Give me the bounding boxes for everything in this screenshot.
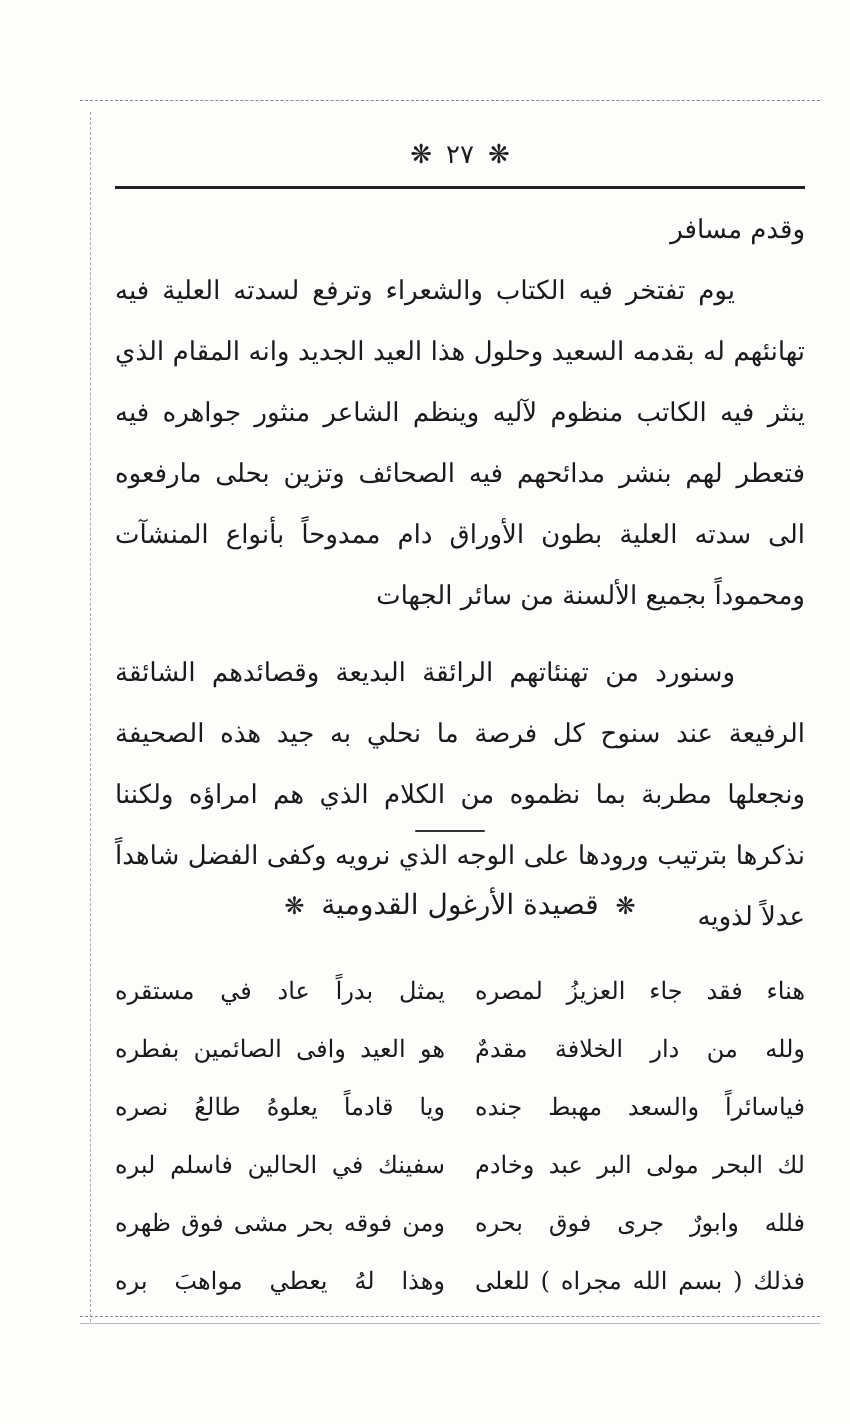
verse-first-half: فذلك ( بسم الله مجراه ) للعلى [475, 1267, 805, 1295]
verse-second-half: يمثل بدراً عاد في مستقره [115, 977, 445, 1005]
verse-first-half: فلله وابورٌ جرى فوق بحره [475, 1209, 805, 1237]
top-border-dashes [80, 100, 820, 107]
poem-title [115, 888, 805, 938]
verse-second-half: ويا قادماً يعلوهُ طالعُ نصره [115, 1093, 445, 1121]
bottom-border-dashes [80, 1316, 820, 1323]
verse-second-half: ومن فوقه بحر مشى فوق ظهره [115, 1209, 445, 1237]
verse-first-half: فياسائراً والسعد مهبط جنده [475, 1093, 805, 1121]
verse-second-half: هو العيد وافى الصائمين بفطره [115, 1035, 445, 1063]
poem-verses [115, 962, 805, 1310]
verse [115, 1136, 805, 1194]
bottom-border-line [80, 1323, 820, 1324]
header-rule [115, 186, 805, 189]
verse [115, 1078, 805, 1136]
paragraph-2: وسنورد من تهنئاتهم الرائقة البديعة وقصائدهم الشائقة الرفيعة عند سنوح كل فرصة ما نحلي به جيد هذه الصحيفة ونجعلها مطربة بما نظموه من الكلام الذي هم امراؤه ولكننا نذكرها بترتيب ورودها على الوجه الذي نرويه وكفى الفضل شاهداً عدلاً لذويه [115, 658, 805, 932]
verse [115, 962, 805, 1020]
paragraph-1: يوم تفتخر فيه الكتاب والشعراء وترفع لسدته العلية فيه تهانئهم له بقدمه السعيد وحلول هذا العيد الجديد وانه المقام الذي ينثر فيه الكاتب منظوم لآليه وينظم الشاعر منثور جواهره فيه فتعطر لهم بنشر مدائحهم فيه الصحائف وتزين بحلى مارفعوه الى سدته العلية بطون الأوراق دام ممدوحاً بأنواع المنشآت ومحموداً بجميع الألسنة من سائر الجهات [115, 276, 805, 611]
verse-first-half: ولله من دار الخلافة مقدمٌ [475, 1035, 805, 1063]
title-ornament-left-icon: ❋ [284, 892, 305, 920]
poem-title-text: قصيدة الأرغول القدومية [321, 888, 599, 921]
verse [115, 1194, 805, 1252]
verse [115, 1020, 805, 1078]
verse-first-half: هناء فقد جاء العزيزُ لمصره [475, 977, 805, 1005]
verse-second-half: سفينك في الحالين فاسلم لبره [115, 1151, 445, 1179]
section-separator [395, 826, 505, 836]
verse-first-half: لك البحر مولى البر عبد وخادم [475, 1151, 805, 1179]
verse-second-half: وهذا لهُ يعطي مواهبَ بره [115, 1267, 445, 1295]
page-number: ٢٧ [446, 140, 474, 170]
left-margin-line [90, 112, 91, 1322]
opening-line: وقدم مسافر [670, 215, 805, 245]
header-ornament-right-icon: ❋ [487, 140, 510, 170]
verse [115, 1252, 805, 1310]
title-ornament-right-icon: ❋ [615, 892, 636, 920]
header-ornament-left-icon: ❋ [410, 140, 433, 170]
page-header [115, 130, 805, 180]
